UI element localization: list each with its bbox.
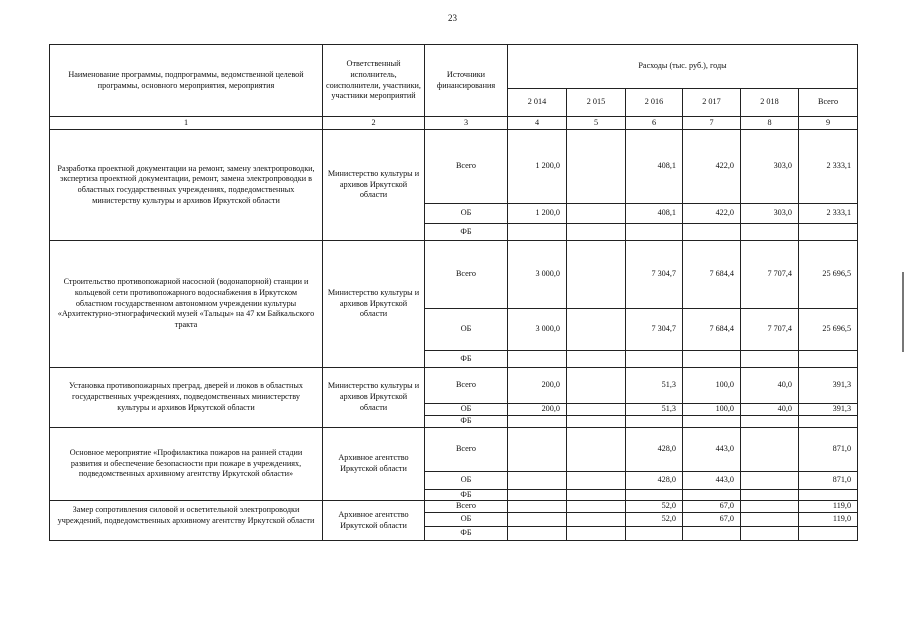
year-value: 51,3 (626, 368, 683, 404)
page-number: 23 (448, 13, 457, 23)
year-value: 7 304,7 (626, 309, 683, 351)
year-value: 7 707,4 (741, 241, 799, 309)
table-row (50, 368, 858, 404)
year-value: 100,0 (683, 368, 741, 404)
year-value (741, 489, 799, 501)
total-value (799, 526, 858, 540)
executor-name: Министерство культуры и архивов Иркутской области (323, 130, 425, 241)
year-value: 67,0 (683, 501, 741, 513)
year-value: 1 200,0 (508, 130, 567, 204)
year-value: 7 684,4 (683, 309, 741, 351)
year-value: 52,0 (626, 501, 683, 513)
year-value: 52,0 (626, 512, 683, 526)
year-value: 7 707,4 (741, 309, 799, 351)
year-value: 7 304,7 (626, 241, 683, 309)
total-value (799, 489, 858, 501)
header-expenses: Расходы (тыс. руб.), годы (508, 45, 858, 89)
year-value: 303,0 (741, 204, 799, 224)
year-value (508, 351, 567, 368)
year-value (508, 501, 567, 513)
funding-source: Всего (425, 368, 508, 404)
year-value (567, 368, 626, 404)
header-year: 2 017 (683, 89, 741, 117)
header-year: 2 018 (741, 89, 799, 117)
header-year: 2 016 (626, 89, 683, 117)
year-value (626, 526, 683, 540)
header-executor: Ответственный исполнитель, соисполнители, участники, участники мероприятий (323, 45, 425, 117)
table-row (50, 501, 858, 513)
year-value (741, 427, 799, 471)
total-value (799, 351, 858, 368)
year-value (626, 351, 683, 368)
year-value: 428,0 (626, 427, 683, 471)
year-value (683, 224, 741, 241)
funding-source: ФБ (425, 526, 508, 540)
year-value: 3 000,0 (508, 309, 567, 351)
header-name: Наименование программы, подпрограммы, ведомственной целевой программы, основного мероприятия, мероприятия (50, 45, 323, 117)
table-row (50, 130, 858, 204)
funding-source: Всего (425, 130, 508, 204)
total-value: 119,0 (799, 512, 858, 526)
year-value (567, 309, 626, 351)
col-number: 2 (323, 117, 425, 130)
year-value (683, 351, 741, 368)
year-value (508, 512, 567, 526)
year-value (508, 427, 567, 471)
col-number: 5 (567, 117, 626, 130)
budget-table (49, 44, 858, 541)
total-value (799, 224, 858, 241)
total-value: 391,3 (799, 404, 858, 416)
year-value: 7 684,4 (683, 241, 741, 309)
column-numbers-row (50, 117, 858, 130)
year-value: 303,0 (741, 130, 799, 204)
total-value: 2 333,1 (799, 130, 858, 204)
year-value: 408,1 (626, 130, 683, 204)
total-value: 25 696,5 (799, 309, 858, 351)
header-year: 2 014 (508, 89, 567, 117)
header-year: 2 015 (567, 89, 626, 117)
total-value: 871,0 (799, 427, 858, 471)
year-value (567, 204, 626, 224)
year-value (567, 501, 626, 513)
year-value: 200,0 (508, 368, 567, 404)
year-value (567, 404, 626, 416)
total-value: 871,0 (799, 471, 858, 489)
col-number: 3 (425, 117, 508, 130)
year-value (567, 471, 626, 489)
total-value (799, 416, 858, 428)
header-total: Всего (799, 89, 858, 117)
total-value: 2 333,1 (799, 204, 858, 224)
funding-source: ФБ (425, 489, 508, 501)
year-value (567, 241, 626, 309)
col-number: 7 (683, 117, 741, 130)
year-value (508, 224, 567, 241)
funding-source: Всего (425, 427, 508, 471)
year-value (683, 526, 741, 540)
col-number: 8 (741, 117, 799, 130)
funding-source: Всего (425, 241, 508, 309)
year-value: 40,0 (741, 368, 799, 404)
year-value (567, 512, 626, 526)
funding-source: ФБ (425, 224, 508, 241)
year-value (741, 512, 799, 526)
year-value (508, 489, 567, 501)
year-value (741, 416, 799, 428)
year-value (741, 224, 799, 241)
year-value (741, 501, 799, 513)
year-value: 422,0 (683, 130, 741, 204)
year-value: 1 200,0 (508, 204, 567, 224)
funding-source: ОБ (425, 204, 508, 224)
year-value (683, 416, 741, 428)
year-value (567, 427, 626, 471)
col-number: 1 (50, 117, 323, 130)
funding-source: ФБ (425, 351, 508, 368)
year-value: 408,1 (626, 204, 683, 224)
year-value: 67,0 (683, 512, 741, 526)
col-number: 6 (626, 117, 683, 130)
year-value (683, 489, 741, 501)
col-number: 4 (508, 117, 567, 130)
year-value: 40,0 (741, 404, 799, 416)
year-value (626, 489, 683, 501)
year-value (567, 489, 626, 501)
year-value (508, 471, 567, 489)
year-value (741, 526, 799, 540)
year-value: 100,0 (683, 404, 741, 416)
year-value: 443,0 (683, 471, 741, 489)
executor-name: Архивное агентство Иркутской области (323, 501, 425, 541)
funding-source: Всего (425, 501, 508, 513)
year-value (741, 471, 799, 489)
header-row (50, 45, 858, 89)
executor-name: Министерство культуры и архивов Иркутской области (323, 241, 425, 368)
year-value (508, 416, 567, 428)
year-value: 200,0 (508, 404, 567, 416)
table-row (50, 427, 858, 471)
year-value: 51,3 (626, 404, 683, 416)
col-number: 9 (799, 117, 858, 130)
program-name: Основное мероприятие «Профилактика пожаров на ранней стадии развития и обеспечение безопасности при пожаре в учреждениях, подведомственных архивному агентству Иркутской области» (50, 427, 323, 501)
header-source: Источники финансирования (425, 45, 508, 117)
funding-source: ОБ (425, 471, 508, 489)
year-value (567, 130, 626, 204)
funding-source: ОБ (425, 404, 508, 416)
year-value: 443,0 (683, 427, 741, 471)
year-value (567, 416, 626, 428)
total-value: 25 696,5 (799, 241, 858, 309)
program-name: Установка противопожарных преград, дверей и люков в областных государственных учреждениях, подведомственных министерству культуры и архивов Иркутской области (50, 368, 323, 428)
executor-name: Архивное агентство Иркутской области (323, 427, 425, 501)
program-name: Замер сопротивления силовой и осветительной электропроводки учреждений, подведомственных архивному агентству Иркутской области (50, 501, 323, 541)
year-value: 3 000,0 (508, 241, 567, 309)
year-value (741, 351, 799, 368)
total-value: 391,3 (799, 368, 858, 404)
year-value (626, 416, 683, 428)
funding-source: ФБ (425, 416, 508, 428)
program-name: Строительство противопожарной насосной (водонапорной) станции и кольцевой сети противопожарного водоснабжения в Иркутском областном государственном автономном учреждении культуры «Архитектурно-этнографический музей «Тальцы» на 47 км Байкальского тракта (50, 241, 323, 368)
table-row (50, 241, 858, 309)
program-name: Разработка проектной документации на ремонт, замену электропроводки, экспертиза проектной документации, ремонт, замена электропроводки в областных государственных учреждениях, подведомственных министерству культуры и архивов Иркутской области (50, 130, 323, 241)
year-value (508, 526, 567, 540)
total-value: 119,0 (799, 501, 858, 513)
funding-source: ОБ (425, 512, 508, 526)
year-value (567, 351, 626, 368)
year-value: 428,0 (626, 471, 683, 489)
year-value: 422,0 (683, 204, 741, 224)
year-value (567, 526, 626, 540)
year-value (626, 224, 683, 241)
funding-source: ОБ (425, 309, 508, 351)
year-value (567, 224, 626, 241)
executor-name: Министерство культуры и архивов Иркутской области (323, 368, 425, 428)
scan-artifact-line (902, 272, 904, 352)
